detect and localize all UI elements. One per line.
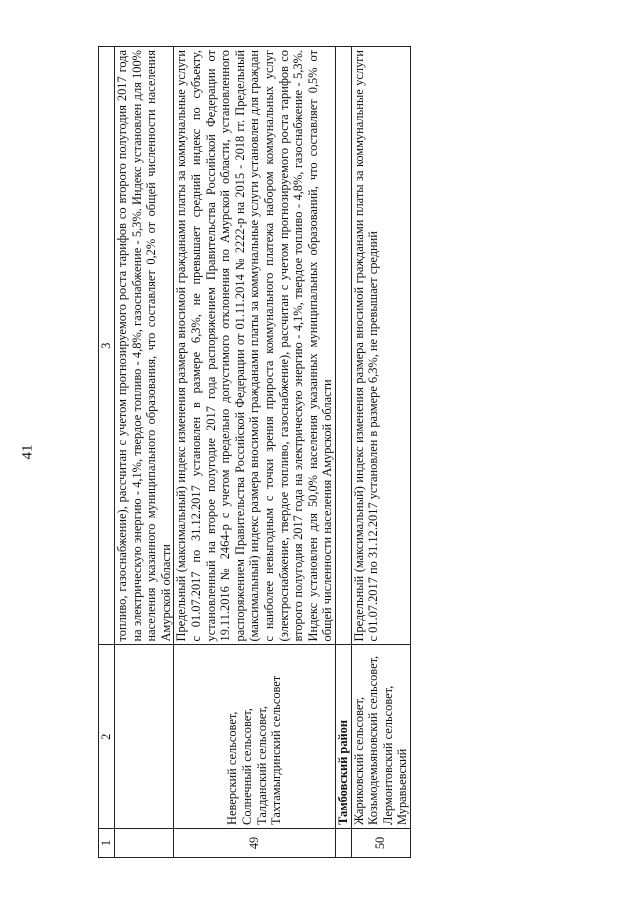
continuation-municipalities-cell (115, 645, 174, 828)
header-col-1: 1 (99, 828, 115, 857)
row-number: 49 (174, 828, 336, 857)
page-number: 41 (19, 444, 36, 460)
table-header-row (99, 47, 115, 858)
partial-row-municipalities: Жариковский сельсовет, Козьмодемьяновский сельсовет, Лермонтовский сельсовет, Муравьевский (351, 645, 410, 828)
continuation-row (115, 47, 174, 858)
header-col-3: 3 (99, 47, 115, 646)
partial-row-description: Предельный (максимальный) индекс изменения размера вносимой гражданами платы за коммунальные услуги с 01.07.2017 по 31.12.2017 установлен в размере 6,3%, не превышает средний (351, 47, 410, 646)
district-num-cell (335, 828, 351, 857)
district-name: Тамбовский район (335, 645, 351, 828)
rotated-table-wrapper (70, 32, 570, 872)
header-col-2: 2 (99, 645, 115, 828)
table-row (174, 47, 336, 858)
partial-row-number: 50 (351, 828, 410, 857)
continuation-description-cell: топливо, газоснабжение), рассчитан с учетом прогнозируемого роста тарифов со второго полугодия 2017 года на электрическую энергию - 4,1%, твердое топливо - 4,8%, газоснабжение - 5,3%. Индекс установлен для 100% населения указанного муниципального образования, что составляет 0,2% от общей численности населения Амурской области (115, 47, 174, 646)
continuation-num-cell (115, 828, 174, 857)
row-municipalities: Неверский сельсовет, Солнечный сельсовет, Талданский сельсовет, Тахтамыгдинский сельсовет (174, 645, 336, 828)
partial-table-row (351, 47, 410, 858)
row-description: Предельный (максимальный) индекс изменения размера вносимой гражданами платы за коммунальные услуги с 01.07.2017 по 31.12.2017 установлен в размере 6,3%, не превышает средний индекс по субъекту, установленный на второе полугодие 2017 года распоряжением Правительства Российской Федерации от 19.11.2016 № 2464-р с учетом предельно допустимого отклонения по Амурской области, установленного распоряжением Правительства Российской Федерации от 01.11.2014 № 2222-р на 2015 - 2018 гг. Предельный (максимальный) индекс размера вносимой гражданами платы за коммунальные услуги установлен для граждан с наиболее невыгодным с точки зрения прироста коммунального платежа набором коммунальных услуг (электроснабжение, твердое топливо, газоснабжение), рассчитан с учетом прогнозируемого роста тарифов со второго полугодия 2017 года на электрическую энергию - 4,1%, твердое топливо - 4,8%, газоснабжение - 5,3%. Индекс установлен для 50,0% населения указанных муниципальных образований, что составляет 0,5% от общей численности населения Амурской области (174, 47, 336, 646)
district-row (335, 47, 351, 858)
tariff-index-table (98, 46, 411, 858)
district-description-cell (335, 47, 351, 646)
